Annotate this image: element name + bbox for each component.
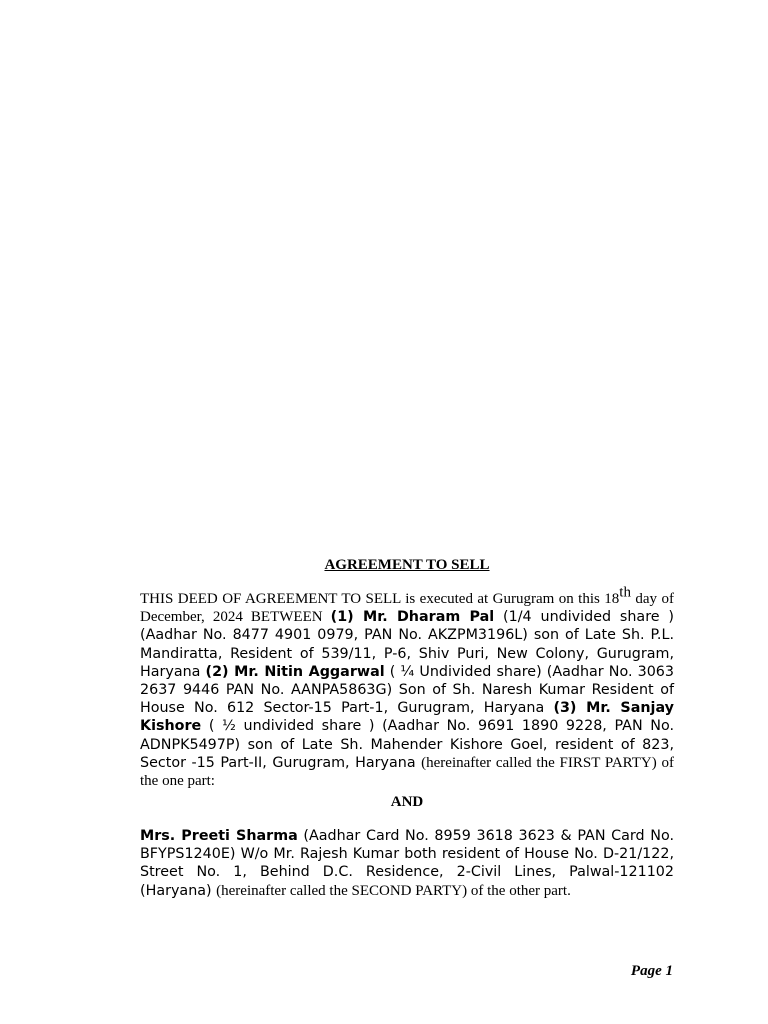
document-title: AGREEMENT TO SELL [324,557,490,573]
first-party-closing: (hereinafter called the FIRST PARTY) of the one part: [140,754,674,790]
party-1-details: (1/4 undivided share ) (Aadhar No. 8477 4901 0979, PAN No. AKZPM3196L) son of Late Sh. P.L. Mandiratta, Resident of 539/11, P-6, Shiv Puri, New Colony, Gurugram, Haryana [140,609,675,680]
and-separator: AND [390,794,424,810]
deed-intro-end: day of December, 2024 BETWEEN [140,591,674,626]
party-2-details: ( ¼ Undivided share) (Aadhar No. 3063 2637 9446 PAN No. AANPA5863G) Son of Sh. Naresh Kumar Resident of House No. 612 Sector-15 Part-1, Gurugram, Haryana [140,663,674,717]
party-3-details: ( ½ undivided share ) (Aadhar No. 9691 1890 9228, PAN No. ADNPK5497P) son of Late Sh. Mahender Kishore Goel, resident of 823, Sector -15 Part-II, Gurugram, Haryana [140,718,674,771]
second-party-paragraph [140,827,674,900]
deed-intro: THIS DEED OF AGREEMENT TO SELL is executed at Gurugram on this 18 [140,591,620,607]
party-3-name: (3) Mr. Sanjay Kishore [140,700,674,735]
party-2-name: (2) Mr. Nitin Aggarwal [205,663,385,680]
second-party-name: Mrs. Preeti Sharma [140,828,298,844]
party-1-name: (1) Mr. Dharam Pal [330,609,495,626]
first-party-paragraph [140,584,675,790]
second-party-details: (Aadhar Card No. 8959 3618 3623 & PAN Card No. BFYPS1240E) W/o Mr. Rajesh Kumar both resident of House No. D-21/122, Street No. 1, Behind D.C. Residence, 2-Civil Lines, Palwal-121102 (Haryana) [140,828,674,899]
date-superscript: th [619,584,631,601]
second-party-closing: (hereinafter called the SECOND PARTY) of the other part. [216,882,571,899]
page-number: Page 1 [630,963,673,979]
